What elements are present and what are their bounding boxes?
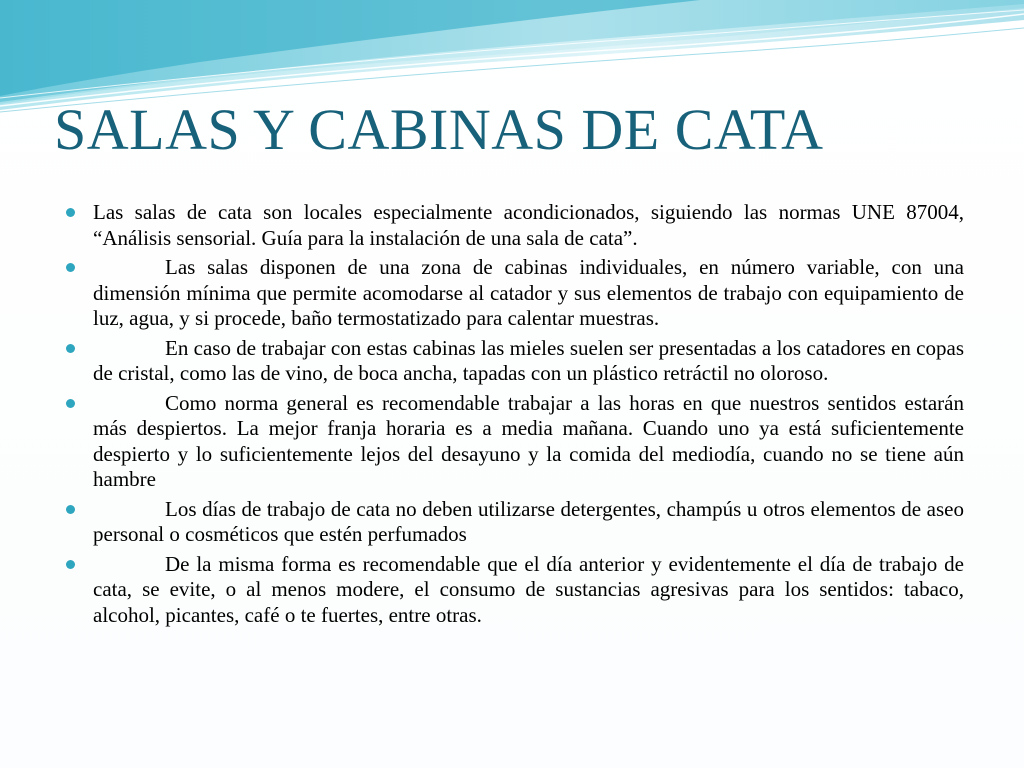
bullet-icon — [66, 263, 75, 272]
page-title: SALAS Y CABINAS DE CATA — [54, 97, 824, 162]
bullet-text: En caso de trabajar con estas cabinas las mieles suelen ser presentadas a los catadores en copas de cristal, como las de vino, de boca ancha, tapadas con un plástico retráctil no oloroso. — [93, 335, 964, 385]
bullet-icon — [66, 560, 75, 569]
bullet-icon — [66, 505, 75, 514]
list-item — [66, 552, 964, 629]
bullet-text: Las salas de cata son locales especialmente acondicionados, siguiendo las normas UNE 87004, “Análisis sensorial. Guía para la instalación de una sala de cata”. — [93, 200, 964, 250]
list-item — [66, 200, 964, 251]
list-item — [66, 336, 964, 387]
bullet-text: Como norma general es recomendable trabajar a las horas en que nuestros sentidos estarán más despiertos. La mejor franja horaria es a media mañana. Cuando uno ya está suficientemente despierto y lo suficientemente lejos del desayuno y la comida del mediodía, cuando no se tiene aún hambre — [93, 390, 964, 491]
bullet-text: Los días de trabajo de cata no deben utilizarse detergentes, champús u otros elementos de aseo personal o cosméticos que estén perfumados — [93, 496, 964, 546]
list-item — [66, 391, 964, 493]
list-item — [66, 497, 964, 548]
list-item — [66, 255, 964, 332]
bullet-icon — [66, 399, 75, 408]
bullet-icon — [66, 344, 75, 353]
bullet-icon — [66, 208, 75, 217]
bullet-text: Las salas disponen de una zona de cabinas individuales, en número variable, con una dimensión mínima que permite acomodarse al catador y sus elementos de trabajo con equipamiento de luz, agua, y si procede, baño termostatizado para calentar muestras. — [93, 255, 964, 330]
bullet-list — [66, 200, 964, 632]
bullet-text: De la misma forma es recomendable que el día anterior y evidentemente el día de trabajo de cata, se evite, o al menos modere, el consumo de sustancias agresivas para los sentidos: tabaco, alcohol, picantes, café o te fuertes, entre otras. — [93, 551, 964, 627]
